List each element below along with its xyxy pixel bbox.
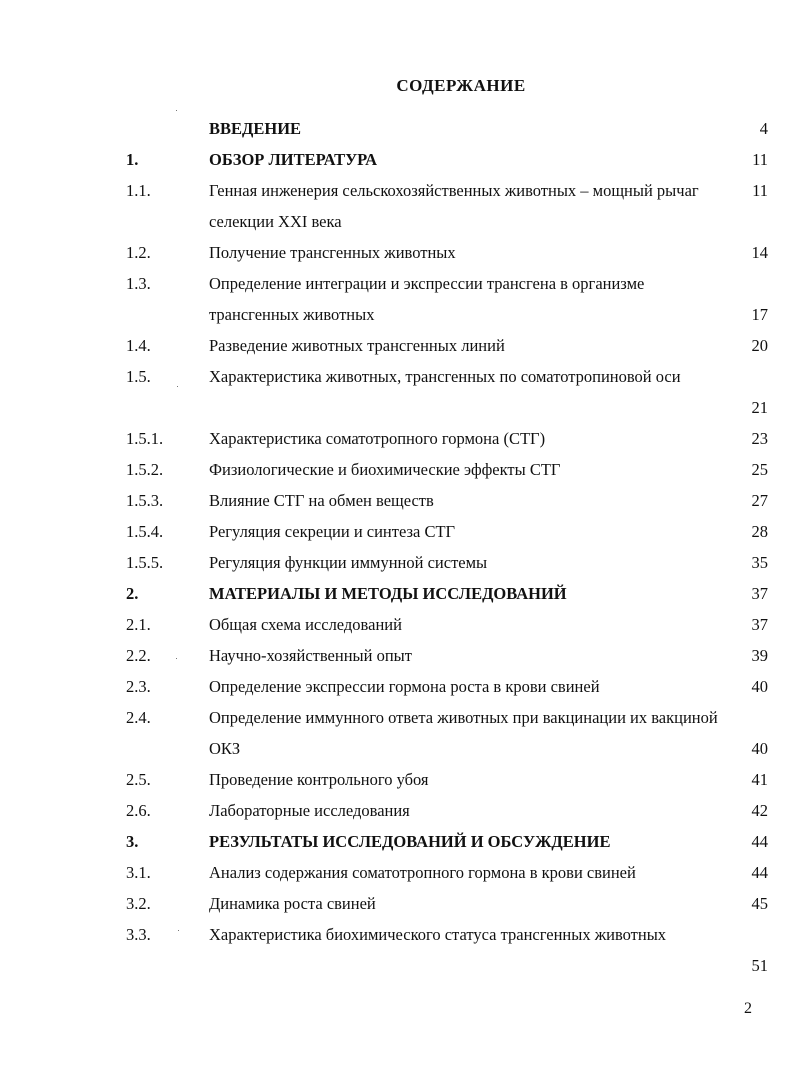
toc-entry: [0, 239, 792, 270]
toc-entry-number: 2.4.: [126, 708, 151, 727]
toc-entry-title: Определение иммунного ответа животных при вакцинации их вакциной ОКЗ: [209, 708, 718, 758]
toc-entry: [0, 177, 792, 239]
toc-entry-title: Физиологические и биохимические эффекты СТГ: [209, 460, 561, 479]
toc-entry-page: 27: [751, 491, 768, 510]
toc-entry-page: 23: [751, 429, 768, 448]
toc-entry-number: 1.1.: [126, 181, 151, 200]
toc-entry: [0, 487, 792, 518]
toc-entry-page: 14: [751, 243, 768, 262]
toc-entry-number: 1.5.5.: [126, 553, 164, 572]
toc-entry-page: 28: [751, 522, 768, 541]
toc-entry-number: 1.5.2.: [126, 460, 164, 479]
toc-entry: [0, 859, 792, 890]
toc-entry-title: Генная инженерия сельскохозяйственных животных – мощный рычаг селекции XXI века: [209, 181, 699, 231]
toc-entry-title: Разведение животных трансгенных линий: [209, 336, 505, 355]
toc-entry-page: 40: [751, 739, 768, 758]
toc-entry: [0, 332, 792, 363]
scan-speck: [176, 110, 177, 111]
toc-entry-title: Лабораторные исследования: [209, 801, 410, 820]
toc-entry-number: 1.2.: [126, 243, 151, 262]
toc-entry: [0, 673, 792, 704]
page-title: СОДЕРЖАНИЕ: [396, 76, 526, 95]
toc-entry-page: 44: [751, 863, 768, 882]
toc-entry: [0, 518, 792, 549]
toc-entry-title: Характеристика соматотропного гормона (СТГ): [209, 429, 546, 448]
scan-speck: [176, 658, 177, 659]
toc-entry: [0, 549, 792, 580]
toc-entry-number: 2.: [126, 584, 139, 603]
toc-entry-title: ОБЗОР ЛИТЕРАТУРА: [209, 150, 378, 169]
toc-entry-title: Характеристика биохимического статуса трансгенных животных: [209, 925, 667, 944]
toc-entry-title: Научно-хозяйственный опыт: [209, 646, 412, 665]
page-number: 2: [744, 1000, 752, 1017]
toc-entry: [0, 611, 792, 642]
table-of-contents: [0, 115, 792, 983]
toc-entry-title: Влияние СТГ на обмен веществ: [209, 491, 434, 510]
toc-entry-number: 2.1.: [126, 615, 151, 634]
toc-entry-number: 2.3.: [126, 677, 151, 696]
toc-entry: [0, 146, 792, 177]
toc-entry-title: Анализ содержания соматотропного гормона в крови свиней: [209, 863, 636, 882]
toc-entry-title: ВВЕДЕНИЕ: [209, 119, 302, 138]
toc-entry: [0, 456, 792, 487]
toc-entry-number: 2.5.: [126, 770, 151, 789]
toc-entry-page: 41: [751, 770, 768, 789]
scan-speck: [178, 930, 179, 931]
toc-entry-number: 1.4.: [126, 336, 151, 355]
toc-entry-page: 11: [752, 181, 768, 200]
toc-entry: [0, 425, 792, 456]
toc-entry: [0, 115, 792, 146]
toc-entry-number: 1.5.: [126, 367, 151, 386]
toc-entry: [0, 363, 792, 425]
toc-entry-number: 1.3.: [126, 274, 151, 293]
toc-entry: [0, 890, 792, 921]
toc-entry: [0, 766, 792, 797]
toc-entry-number: 1.: [126, 150, 139, 169]
toc-entry: [0, 580, 792, 611]
toc-entry-page: 44: [751, 832, 768, 851]
toc-entry-page: 37: [751, 615, 768, 634]
toc-entry-number: 1.5.1.: [126, 429, 164, 448]
toc-entry-number: 3.3.: [126, 925, 151, 944]
toc-entry-page: 21: [751, 398, 768, 417]
toc-entry-title: Регуляция секреции и синтеза СТГ: [209, 522, 456, 541]
toc-entry-title: Характеристика животных, трансгенных по соматотропиновой оси: [209, 367, 681, 386]
scan-speck: [177, 386, 178, 387]
toc-entry-page: 4: [759, 119, 768, 138]
toc-entry: [0, 270, 792, 332]
toc-entry-page: 40: [751, 677, 768, 696]
toc-entry-title: Динамика роста свиней: [209, 894, 376, 913]
toc-entry-title: Определение экспрессии гормона роста в крови свиней: [209, 677, 600, 696]
toc-entry-title: МАТЕРИАЛЫ И МЕТОДЫ ИССЛЕДОВАНИЙ: [209, 584, 567, 603]
toc-entry-title: Определение интеграции и экспрессии трансгена в организме трансгенных животных: [209, 274, 645, 324]
toc-entry-page: 25: [751, 460, 768, 479]
toc-entry-title: Общая схема исследований: [209, 615, 402, 634]
toc-entry-number: 3.1.: [126, 863, 151, 882]
toc-entry-title: Проведение контрольного убоя: [209, 770, 429, 789]
toc-entry-title: Получение трансгенных животных: [209, 243, 456, 262]
toc-entry: [0, 828, 792, 859]
toc-entry-page: 20: [751, 336, 768, 355]
toc-entry: [0, 704, 792, 766]
toc-entry-number: 3.2.: [126, 894, 151, 913]
toc-entry-number: 2.2.: [126, 646, 151, 665]
toc-entry-number: 1.5.3.: [126, 491, 164, 510]
toc-entry-number: 2.6.: [126, 801, 151, 820]
toc-entry-page: 35: [751, 553, 768, 572]
toc-entry: [0, 797, 792, 828]
toc-entry-page: 11: [752, 150, 768, 169]
toc-entry-page: 37: [751, 584, 768, 603]
toc-entry-page: 42: [751, 801, 768, 820]
toc-entry-number: 1.5.4.: [126, 522, 164, 541]
toc-entry-page: 17: [751, 305, 768, 324]
toc-entry-title: Регуляция функции иммунной системы: [209, 553, 488, 572]
toc-entry: [0, 642, 792, 673]
toc-entry: [0, 921, 792, 983]
toc-entry-page: 45: [751, 894, 768, 913]
toc-entry-page: 39: [751, 646, 768, 665]
toc-entry-title: РЕЗУЛЬТАТЫ ИССЛЕДОВАНИЙ И ОБСУЖДЕНИЕ: [209, 832, 611, 851]
toc-entry-number: 3.: [126, 832, 139, 851]
toc-entry-page: 51: [751, 956, 768, 975]
